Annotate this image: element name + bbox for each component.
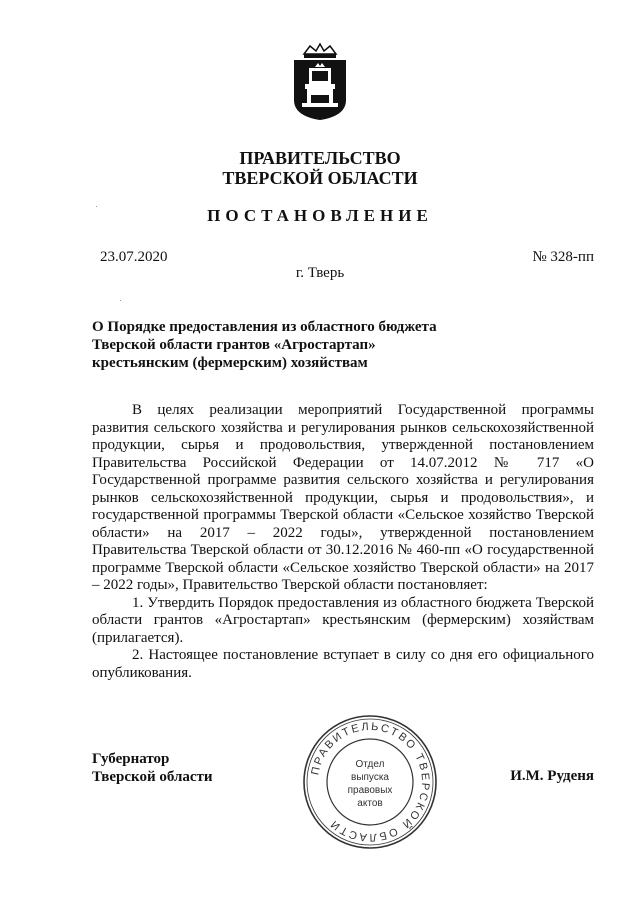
- document-number: № 328-пп: [532, 249, 594, 265]
- document-date: 23.07.2020: [100, 249, 168, 265]
- stamp-inner-line: выпуска: [351, 772, 389, 783]
- signatory-name: И.М. Руденя: [510, 768, 594, 784]
- stamp-outer-text: ПРАВИТЕЛЬСТВО ТВЕРСКОЙ ОБЛАСТИ: [309, 720, 432, 844]
- government-title-line2: ТВЕРСКОЙ ОБЛАСТИ: [222, 168, 418, 188]
- body-item-1: 1. Утвердить Порядок предоставления из областного бюджета Тверской области грантов «Агростартап» крестьянским (фермерским) хозяйствам (прилагается).: [92, 594, 594, 646]
- signatory-title-line: Губернатор: [92, 751, 170, 767]
- body-item-2: 2. Настоящее постановление вступает в силу со дня его официального опубликования.: [92, 647, 594, 681]
- scan-speck: [96, 206, 97, 207]
- scan-speck: [120, 300, 121, 301]
- document-type-heading: ПОСТАНОВЛЕНИЕ: [207, 206, 433, 225]
- subject-line: О Порядке предоставления из областного бюджета: [92, 319, 437, 335]
- document-subject: [92, 318, 512, 372]
- body-preamble: В целях реализации мероприятий Государственной программы развития сельского хозяйства и регулирования рынков сельскохозяйственной продукции, сырья и продовольствия, утвержденной постановлением Правительства Российской Федерации от 14.07.2012 № 717 «О Государственной программе развития сельского хозяйства и регулирования рынков сельскохозяйственной продукции, сырья и продовольствия», и государственной программы Тверской области «Сельское хозяйство Тверской области» на 2017 – 2022 годы», утвержденной постановлением Правительства Тверской области от 30.12.2016 № 460-пп «О государственной программе Тверской области «Сельское хозяйство Тверской области» на 2017 – 2022 годы», Правительство Тверской области постановляет:: [92, 402, 594, 593]
- stamp-inner-line: Отдел: [355, 759, 385, 770]
- signatory-title: [92, 750, 213, 786]
- government-title-line1: ПРАВИТЕЛЬСТВО: [239, 148, 401, 168]
- document-city: г. Тверь: [295, 265, 345, 281]
- official-stamp: [300, 712, 440, 852]
- subject-line: Тверской области грантов «Агростартап»: [92, 337, 376, 353]
- stamp-inner-line: актов: [357, 798, 383, 809]
- stamp-inner-line: правовых: [347, 785, 393, 796]
- coat-of-arms-icon: [290, 42, 350, 122]
- subject-line: крестьянским (фермерским) хозяйствам: [92, 355, 368, 371]
- document-body: [92, 402, 594, 682]
- signatory-title-line: Тверской области: [92, 769, 213, 785]
